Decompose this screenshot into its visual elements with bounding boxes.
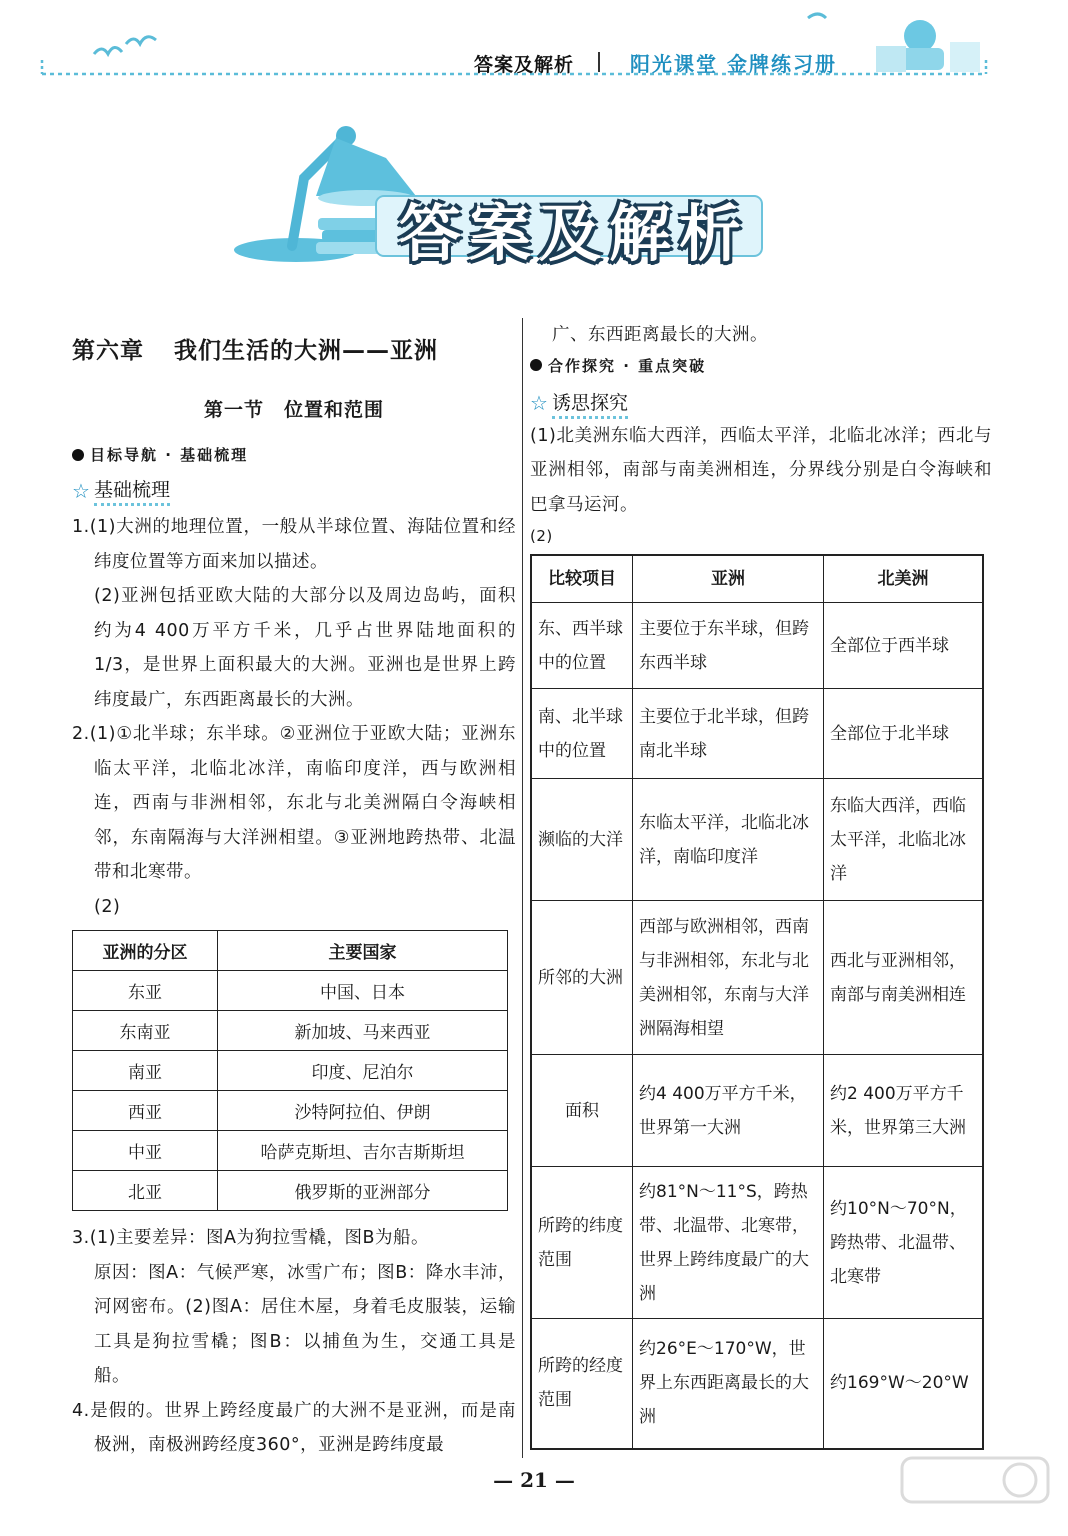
table-header: 亚洲的分区 [73,931,218,971]
table-cell: 主要位于北半球，但跨南北半球 [633,689,824,779]
table-header-row [73,931,508,971]
table-cell: 东亚 [73,971,218,1011]
answer-1-1: 1.(1)大洲的地理位置，一般从半球位置、海陆位置和经纬度位置等方面来加以描述。 [72,517,516,572]
table-header: 比较项目 [531,555,633,603]
left-sub-label: 基础梳理 [94,475,170,506]
table-cell: 东南亚 [73,1011,218,1051]
star-icon: ☆ [72,478,90,503]
table-cell: 约169°W～20°W [824,1319,984,1449]
right-column [530,318,992,1450]
bullet-icon [530,359,542,371]
table-row [73,1171,508,1211]
section-title: 第一节 位置和范围 [203,399,384,421]
table-cell: 濒临的大洋 [531,779,633,901]
table-row [531,779,983,901]
asia-regions-table [72,930,508,1211]
table-cell: 面积 [531,1055,633,1167]
answer-3-2: 原因：图A：气候严寒，冰雪广布；图B：降水丰沛，河网密布。(2)图A：居住木屋，身着毛皮服装，运输工具是狗拉雪橇；图B：以捕鱼为生，交通工具是船。 [94,1262,516,1386]
table-cell: 全部位于西半球 [824,603,984,689]
header-separator [598,52,600,72]
chapter-number: 第六章 [72,338,144,364]
answer-4: 4.是假的。世界上跨经度最广的大洲不是亚洲，而是南极洲，南极洲跨经度360°，亚洲是跨纬度最 [72,1400,516,1455]
table-cell: 约81°N～11°S，跨热带、北温带、北寒带，世界上跨纬度最广的大洲 [633,1167,824,1319]
table-cell: 哈萨克斯坦、吉尔吉斯斯坦 [218,1131,508,1171]
table-cell: 东临大西洋，西临太平洋，北临北冰洋 [824,779,984,901]
answer-2-2: (2) [94,896,121,917]
table-header: 北美洲 [824,555,984,603]
table-row [531,901,983,1055]
table-row [73,1131,508,1171]
watermark-icon [900,1456,1050,1532]
column-divider [522,318,523,1458]
left-tag-label: 目标导航 · 基础梳理 [90,446,249,464]
table-row [531,603,983,689]
watermark-logo [900,1456,1050,1532]
table-cell: 中国、日本 [218,971,508,1011]
chapter-title: 我们生活的大洲——亚洲 [174,338,438,364]
table-cell: 所跨的经度范围 [531,1319,633,1449]
table-cell: 东、西半球中的位置 [531,603,633,689]
table-cell: 约2 400万平方千米，世界第三大洲 [824,1055,984,1167]
table-cell: 约4 400万平方千米，世界第一大洲 [633,1055,824,1167]
table-row [531,1167,983,1319]
table-row [531,1055,983,1167]
answer-4-continued: 广、东西距离最长的大洲。 [552,325,768,345]
left-tag [72,444,516,465]
table-cell: 全部位于北半球 [824,689,984,779]
answer-3-1: 3.(1)主要差异：图A为狗拉雪橇，图B为船。 [72,1228,429,1248]
table-header: 主要国家 [218,931,508,971]
bullet-icon [72,449,84,461]
right-sub [530,388,992,419]
table-cell: 所跨的纬度范围 [531,1167,633,1319]
table-cell: 南、北半球中的位置 [531,689,633,779]
left-sub [72,475,516,506]
table-row [73,971,508,1011]
table-header: 亚洲 [633,555,824,603]
table-cell: 主要位于东半球，但跨东西半球 [633,603,824,689]
inquiry-2: (2) [530,527,553,545]
table-row [531,1319,983,1449]
table-cell: 所邻的大洲 [531,901,633,1055]
left-column [72,318,516,1463]
header-section-label: 答案及解析 [474,54,575,76]
right-sub-label: 诱思探究 [552,388,628,419]
table-header-row [531,555,983,603]
table-cell: 东临太平洋，北临北冰洋，南临印度洋 [633,779,824,901]
table-cell: 沙特阿拉伯、伊朗 [218,1091,508,1131]
table-row [73,1091,508,1131]
table-cell: 中亚 [73,1131,218,1171]
table-row [531,689,983,779]
table-cell: 北亚 [73,1171,218,1211]
table-cell: 南亚 [73,1051,218,1091]
right-tag [530,355,992,376]
table-cell: 新加坡、马来西亚 [218,1011,508,1051]
table-cell: 俄罗斯的亚洲部分 [218,1171,508,1211]
right-tag-label: 合作探究 · 重点突破 [548,356,707,375]
birds-icon [90,28,160,64]
reading-child-icon [800,6,990,76]
answer-1-2: (2)亚洲包括亚欧大陆的大部分以及周边岛屿，面积约为4 400万平方千米，几乎占世界陆地面积的1/3，是世界上面积最大的大洲。亚洲也是世界上跨纬度最广，东西距离最长的大洲。 [94,586,516,710]
banner-title: 答案及解析 [398,196,749,270]
table-row [73,1011,508,1051]
asia-north-america-table [530,554,984,1450]
table-cell: 印度、尼泊尔 [218,1051,508,1091]
table-cell: 西部与欧洲相邻，西南与非洲相邻，东北与北美洲相邻，东南与大洋洲隔海相望 [633,901,824,1055]
header-brand: 阳光课堂 金牌练习册 [630,52,837,76]
chapter-heading [72,332,516,365]
table-cell: 西北与亚洲相邻，南部与南美洲相连 [824,901,984,1055]
answer-2-1: 2.(1)①北半球；东半球。②亚洲位于亚欧大陆；亚洲东临太平洋，北临北冰洋，南临印度洋，西与欧洲相连，西南与非洲相邻，东北与北美洲隔白令海峡相邻，东南隔海与大洋洲相望。③亚洲地跨热带、北温带和北寒带。 [72,724,516,882]
table-cell: 西亚 [73,1091,218,1131]
table-cell: 约26°E～170°W，世界上东西距离最长的大洲 [633,1319,824,1449]
inquiry-1: (1)北美洲东临大西洋，西临太平洋，北临北冰洋；西北与亚洲相邻，南部与南美洲相连，分界线分别是白令海峡和巴拿马运河。 [530,425,992,515]
page-number: — 21 — [493,1468,575,1492]
table-row [73,1051,508,1091]
table-cell: 约10°N～70°N，跨热带、北温带、北寒带 [824,1167,984,1319]
star-icon: ☆ [530,391,548,415]
